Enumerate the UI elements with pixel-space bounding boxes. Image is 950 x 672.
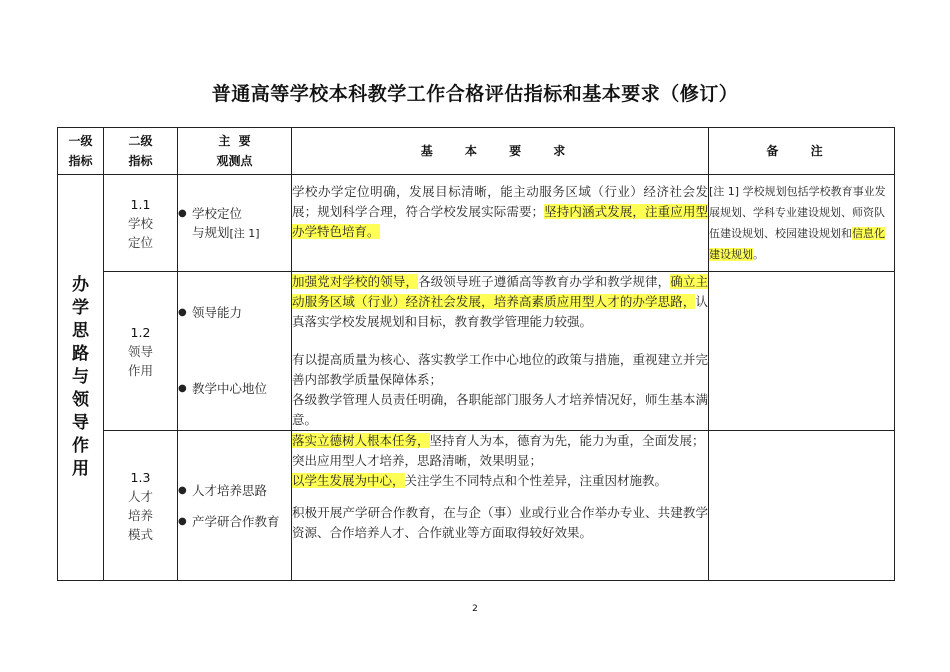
page-number: 2 — [472, 604, 478, 614]
document-title: 普通高等学校本科教学工作合格评估指标和基本要求（修订） — [211, 83, 739, 105]
requirements-cell: 落实立德树人根本任务，坚持育人为本，德育为先，能力为重，全面发展； 突出应用型人才培养，思路清晰，效果明显； 以学生发展为中心，关注学生不同特点和个性差异，注重因材施教。 积极开展产学研合作教育，在与企（事）业或行业合作举办专业、共建教学资源、合作培养人才、合作就业等方面取得较好效果。 — [292, 431, 709, 581]
requirements-cell: 学校办学定位明确，发展目标清晰，能主动服务区域（行业）经济社会发展；规划科学合理，符合学校发展实际需要；坚持内涵式发展，注重应用型办学特色培育。 — [292, 175, 709, 272]
level2-indicator: 1.3 人才 培养 模式 — [104, 431, 178, 581]
remark-cell — [709, 431, 895, 581]
observation-points — [178, 175, 292, 272]
remark-cell: [注 1] 学校规划包括学校教育事业发展规划、学科专业建设规划、师资队伍建设规划、校园建设规划和信息化建设规划。 — [709, 175, 895, 272]
bullet-icon: ● — [178, 383, 187, 394]
header-remarks: 备 注 — [709, 128, 895, 175]
header-observation: 主 要 观测点 — [178, 128, 292, 175]
header-level1: 一级 指标 — [58, 128, 104, 175]
header-level2: 二级 指标 — [104, 128, 178, 175]
list-item: ● 教学中心地位 — [178, 381, 268, 396]
evaluation-table — [57, 127, 895, 581]
header-requirements: 基 本 要 求 — [292, 128, 709, 175]
remark-cell — [709, 272, 895, 431]
list-item: ● 学校定位 与规划[注 1] — [178, 205, 260, 240]
table-row — [58, 431, 895, 581]
highlighted-text: 确立主动服务区域（行业）经济社会发展，培养高素质应用型人才的办学思路， — [292, 274, 708, 309]
bullet-icon: ● — [178, 515, 187, 527]
highlighted-text: 加强党对学校的领导， — [292, 274, 419, 289]
level1-indicator: 办 学 思 路 与 领 导 作 用 — [58, 175, 104, 581]
level2-indicator: 1.1 学校 定位 — [104, 175, 178, 272]
highlighted-text: 信息化建设规划 — [709, 227, 885, 261]
bullet-icon: ● — [178, 484, 187, 496]
highlighted-text: 以学生发展为中心， — [292, 473, 405, 488]
level2-indicator: 1.2 领导 作用 — [104, 272, 178, 431]
highlighted-text: 落实立德树人根本任务， — [292, 433, 430, 448]
list-item: ● 领导能力 — [178, 305, 243, 320]
observation-points — [178, 431, 292, 581]
list-item: ● 产学研合作教育 — [178, 513, 280, 529]
requirements-cell: 加强党对学校的领导，各级领导班子遵循高等教育办学和教学规律，确立主动服务区域（行业）经济社会发展，培养高素质应用型人才的办学思路，认真落实学校发展规划和目标，教育教学管理能力较强。 有以提高质量为核心、落实教学工作中心地位的政策与措施，重视建立并完善内部教学质量保障体系； 各级教学管理人员责任明确，各职能部门服务人才培养情况好，师生基本满意。 — [292, 272, 709, 431]
header-row — [58, 128, 895, 175]
table-row — [58, 175, 895, 272]
highlighted-text: 坚持内涵式发展，注重应用型办学特色培育。 — [292, 204, 708, 239]
observation-points — [178, 272, 292, 431]
table-row — [58, 272, 895, 431]
list-item: ● 人才培养思路 — [178, 482, 268, 498]
bullet-icon: ● — [178, 207, 187, 219]
bullet-icon: ● — [178, 307, 187, 318]
